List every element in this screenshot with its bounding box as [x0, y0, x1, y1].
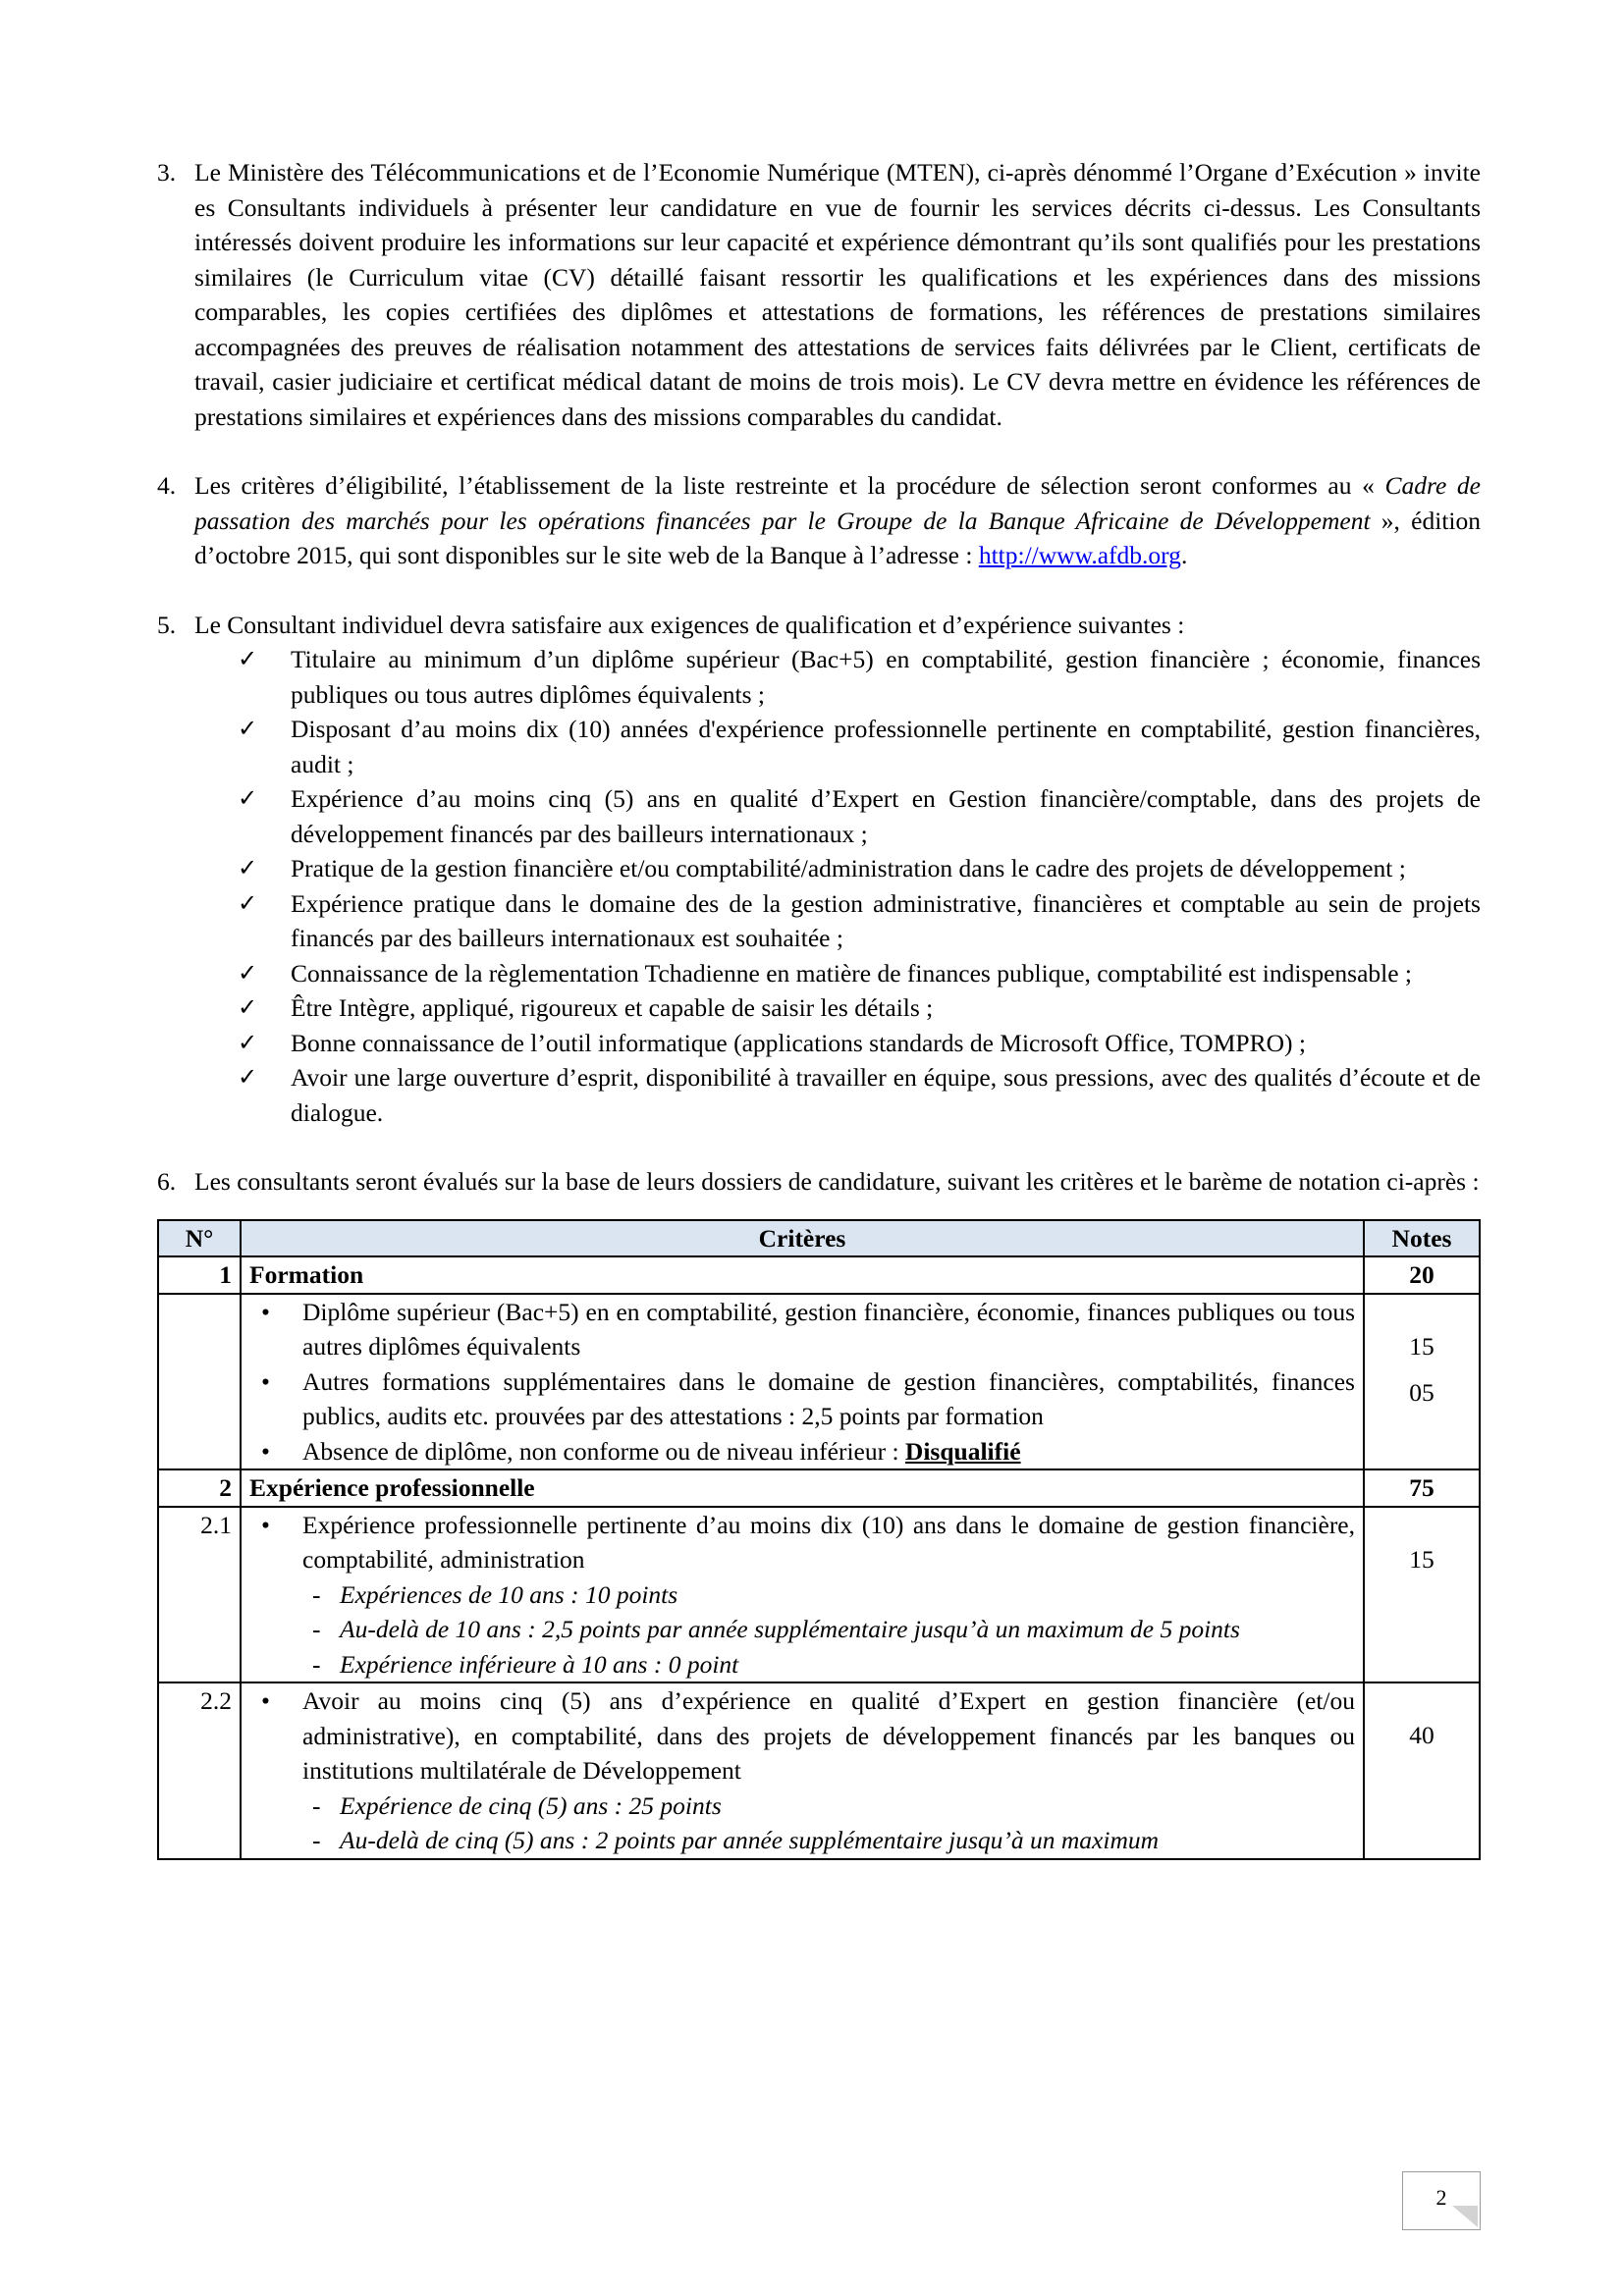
checkmark-icon: ✓: [238, 888, 258, 917]
list-item: [249, 1683, 1355, 1858]
section-notes: 20: [1364, 1256, 1480, 1294]
item-text: Au-delà de cinq (5) ans : 2 points par année supplémentaire jusqu’à un maximum: [340, 1826, 1160, 1854]
paragraph-3: [157, 155, 1481, 434]
item-text: Expériences de 10 ans : 10 points: [340, 1579, 678, 1609]
bullet-icon: •: [261, 1686, 270, 1715]
dash-icon: -: [312, 1649, 321, 1679]
dash-list: [249, 1789, 1355, 1858]
item-text: Titulaire au minimum d’un diplôme supérieur (Bac+5) en comptabilité, gestion financière ; économie, finances publiques ou tous autres diplômes équivalents ;: [291, 645, 1481, 709]
checkmark-icon: ✓: [238, 715, 258, 742]
item-text: Diplôme supérieur (Bac+5) en en comptabilité, gestion financière, économie, finances publiques ou tous autres diplômes équivalents: [302, 1297, 1355, 1361]
dash-icon: -: [312, 1615, 321, 1643]
paragraph-6: [157, 1164, 1481, 1200]
notes-cell: [1364, 1507, 1480, 1683]
checkmark-icon: ✓: [238, 645, 258, 672]
table-row: [158, 1682, 1480, 1859]
item-text: Expérience inférieure à 10 ans : 0 point: [340, 1649, 739, 1679]
paragraph-4: [157, 468, 1481, 573]
item-text: Bonne connaissance de l’outil informatique (applications standards de Microsoft Office, TOMPRO) ;: [291, 1028, 1306, 1057]
item-text: Expérience d’au moins cinq (5) ans en qualité d’Expert en Gestion financière/comptable, dans des projets de développement financés par des bailleurs internationaux ;: [291, 784, 1481, 848]
header-criteres: Critères: [241, 1220, 1364, 1257]
item-text: Au-delà de 10 ans : 2,5 points par année supplémentaire jusqu’à un maximum de 5 points: [340, 1615, 1240, 1643]
empty-cell: [158, 1294, 241, 1470]
list-item: [249, 1434, 1355, 1469]
paragraph-text: Les consultants seront évalués sur la base de leurs dossiers de candidature, suivant les critères et le barème de notation ci-après :: [194, 1167, 1480, 1196]
checkmark-icon: ✓: [238, 784, 258, 812]
afdb-link[interactable]: http://www.afdb.org: [978, 541, 1181, 569]
header-notes: Notes: [1364, 1220, 1480, 1257]
item-text: Expérience pratique dans le domaine des de la gestion administrative, financières et comptable au sein de projets financés par des bailleurs internationaux est souhaitée ;: [291, 888, 1481, 952]
table-row: [158, 1294, 1480, 1470]
list-item: [249, 1508, 1355, 1682]
paragraph-text: Le Ministère des Télécommunications et de l’Economie Numérique (MTEN), ci-après dénommé l’Organe d’Exécution » invite es Consultants individuels à présenter leur candidature en vue de fournir les services décrits ci-dessus. Les Consultants intéressés doivent produire les informations sur leur capacité et expérience démontrant qu’ils sont qualifiés pour les prestations similaires (le Curriculum vitae (CV) détaillé faisant ressortir les qualifications et les expériences dans des missions comparables, les copies certifiées des diplômes et attestations de formations, les références de prestations similaires accompagnées des preuves de réalisation notamment des attestations de services faits délivrées par le Client, certificats de travail, casier judiciaire et certificat médical datant de moins de trois mois). Le CV devra mettre en évidence les références de prestations similaires et expériences dans des missions comparables du candidat.: [194, 158, 1481, 431]
table-row: [158, 1507, 1480, 1683]
bullet-icon: •: [261, 1366, 270, 1396]
item-text: Avoir au moins cinq (5) ans d’expérience en qualité d’Expert en gestion financière (et/ou administrative), en comptabilité, dans des projets de développement financés par les banques ou institutions multilatérale de Développement: [302, 1686, 1355, 1785]
paragraph-number: 6.: [157, 1167, 177, 1196]
paragraph-number: 5.: [157, 610, 177, 639]
paragraph-number: 4.: [157, 471, 177, 500]
text-span: Les critères d’éligibilité, l’établissement de la liste restreinte et la procédure de sélection seront conformes au «: [194, 471, 1385, 500]
item-text: Connaissance de la règlementation Tchadienne en matière de finances publique, comptabilité est indispensable ;: [291, 958, 1413, 988]
item-text: Expérience professionnelle pertinente d’au moins dix (10) ans dans le domaine de gestion financière, comptabilité, administration: [302, 1510, 1355, 1574]
row-number: 2.2: [158, 1682, 241, 1859]
paragraph-5: [157, 608, 1481, 643]
text-span: .: [1180, 541, 1188, 569]
item-text: Absence de diplôme, non conforme ou de niveau inférieur :: [302, 1436, 905, 1466]
dash-item: [302, 1612, 1355, 1647]
checkmark-icon: ✓: [238, 993, 258, 1021]
checklist-item: [238, 642, 1481, 712]
row-number: 2.1: [158, 1507, 241, 1683]
note-value: 15: [1409, 1544, 1435, 1574]
dash-item: [302, 1789, 1355, 1824]
section-number: 1: [158, 1256, 241, 1294]
paragraph-number: 3.: [157, 158, 177, 187]
dash-icon: -: [312, 1579, 321, 1609]
scoring-table: [157, 1219, 1481, 1860]
note-value: 15: [1409, 1331, 1435, 1361]
page-curl-icon: [1452, 2206, 1478, 2227]
checklist-item: [238, 1060, 1481, 1130]
checklist-item: [238, 886, 1481, 956]
document-page: [157, 155, 1481, 1860]
dash-item: [302, 1823, 1355, 1858]
list-item: [249, 1295, 1355, 1364]
section-title: Expérience professionnelle: [241, 1469, 1364, 1507]
criteria-cell: [241, 1682, 1364, 1859]
table-header-row: [158, 1220, 1480, 1257]
table-row-section-2: [158, 1469, 1480, 1507]
checkmark-icon: ✓: [238, 1028, 258, 1056]
notes-cell: [1364, 1294, 1480, 1470]
dash-item: [302, 1577, 1355, 1613]
dash-list: [249, 1577, 1355, 1682]
checklist-item: [238, 956, 1481, 991]
paragraph-text: [194, 468, 1481, 573]
checklist-item: [238, 851, 1481, 886]
item-text: Disposant d’au moins dix (10) années d'expérience professionnelle pertinente en comptabilité, gestion financières, audit ;: [291, 715, 1481, 778]
paragraph-intro: Le Consultant individuel devra satisfaire aux exigences de qualification et d’expérience suivantes :: [194, 610, 1185, 639]
item-text: Avoir une large ouverture d’esprit, disponibilité à travailler en équipe, sous pressions, avec des qualités d’écoute et de dialogue.: [291, 1063, 1481, 1127]
checkmark-icon: ✓: [238, 1063, 258, 1091]
criteria-cell: [241, 1294, 1364, 1470]
page-number-box: [1402, 2171, 1481, 2230]
italic-title: Cadre de passation des marchés pour les opérations financées par le Groupe de la Banque Africaine de Développement: [194, 471, 1481, 535]
checklist-item: [238, 1026, 1481, 1061]
bullet-icon: •: [261, 1297, 270, 1326]
bullet-list: [249, 1508, 1355, 1682]
qualification-checklist: [157, 642, 1481, 1130]
dash-item: [302, 1647, 1355, 1682]
bullet-list: [249, 1295, 1355, 1469]
note-value: 05: [1409, 1378, 1435, 1407]
item-text: Être Intègre, appliqué, rigoureux et capable de saisir les détails ;: [291, 993, 934, 1022]
checkmark-icon: ✓: [238, 958, 258, 987]
criteria-cell: [241, 1507, 1364, 1683]
checklist-item: [238, 712, 1481, 781]
text-span: », édition d’octobre 2015, qui sont disponibles sur le site web de la Banque à l’adresse :: [194, 506, 1481, 569]
notes-cell: [1364, 1682, 1480, 1859]
section-title: Formation: [241, 1256, 1364, 1294]
checkmark-icon: ✓: [238, 854, 258, 881]
checklist-item: [238, 781, 1481, 851]
item-text: Pratique de la gestion financière et/ou comptabilité/administration dans le cadre des projets de développement ;: [291, 854, 1406, 882]
dash-icon: -: [312, 1790, 321, 1820]
checklist-item: [238, 990, 1481, 1026]
table-row-section-1: [158, 1256, 1480, 1294]
disqualified-label: Disqualifié: [904, 1436, 1021, 1466]
header-no: N°: [158, 1220, 241, 1257]
section-notes: 75: [1364, 1469, 1480, 1507]
page-number: 2: [1435, 2185, 1447, 2210]
item-text: Autres formations supplémentaires dans le domaine de gestion financières, comptabilités, finances publics, audits etc. prouvées par des attestations : 2,5 points par formation: [302, 1366, 1355, 1430]
bullet-list: [249, 1683, 1355, 1858]
item-text: Expérience de cinq (5) ans : 25 points: [340, 1790, 722, 1820]
list-item: [249, 1364, 1355, 1434]
bullet-icon: •: [261, 1436, 270, 1466]
section-number: 2: [158, 1469, 241, 1507]
bullet-icon: •: [261, 1510, 270, 1539]
dash-icon: -: [312, 1826, 321, 1854]
note-value: 40: [1409, 1721, 1435, 1749]
